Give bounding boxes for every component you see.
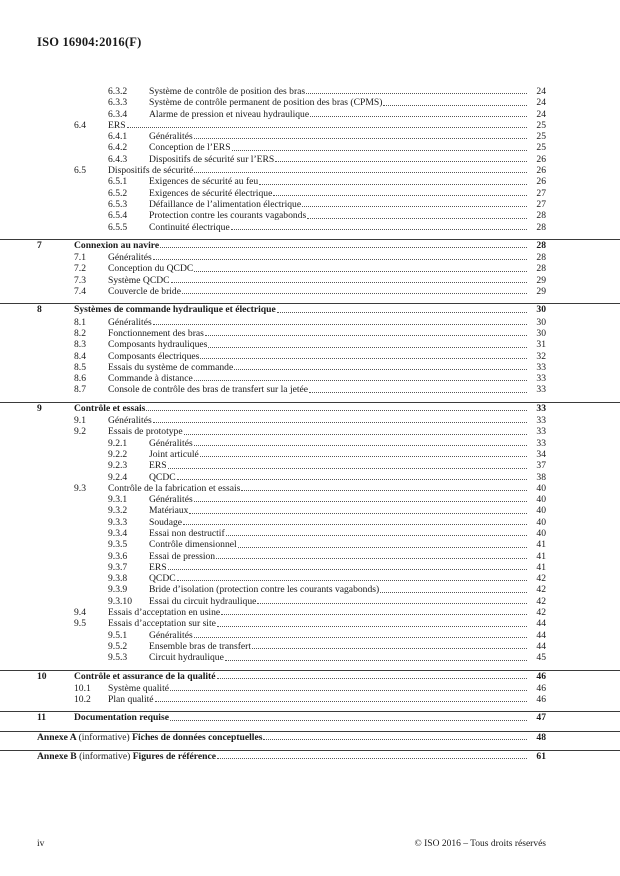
toc-entry[interactable]: [0, 415, 620, 426]
toc-entry-number: 9: [37, 402, 42, 414]
toc-entry[interactable]: [0, 239, 620, 252]
toc-entry-page: 40: [536, 505, 546, 517]
toc-entry-title: Essai de pression: [149, 550, 216, 562]
toc-entry-title: Continuité électrique: [149, 221, 230, 233]
toc-entry-page: 34: [536, 448, 546, 460]
toc-entry-number: 7.1: [74, 252, 86, 264]
toc-entry-title: Essai non destructif: [149, 527, 225, 539]
toc-entry-title: Connexion au navire: [74, 239, 160, 251]
toc-entry-number: 6.5.1: [108, 176, 128, 188]
toc-entry-title: Exigences de sécurité électrique: [149, 187, 273, 199]
toc-entry-title: Généralités: [108, 316, 152, 328]
toc-entry-page: 31: [536, 339, 546, 351]
dot-leader: [259, 183, 527, 185]
dot-leader: [177, 478, 527, 480]
dot-leader: [194, 270, 527, 272]
dot-leader: [309, 391, 527, 393]
toc-entry-number: 9.5.2: [108, 640, 128, 652]
toc-entry-page: 42: [536, 584, 546, 596]
toc-entry-page: 42: [536, 573, 546, 585]
toc-entry-number: 6.4.2: [108, 142, 128, 154]
toc-entry[interactable]: [0, 472, 620, 483]
annex-informative-tag: (informative): [79, 751, 131, 763]
toc-entry[interactable]: [0, 176, 620, 187]
toc-entry-number: 9.2.3: [108, 460, 128, 472]
toc-entry-number: 6.5.3: [108, 198, 128, 210]
toc-entry-number: 10.2: [74, 694, 91, 706]
toc-entry-title: Couvercle de bride: [108, 286, 181, 298]
toc-entry-page: 42: [536, 607, 546, 619]
dot-leader: [383, 104, 527, 106]
toc-entry-title: Soudage: [149, 516, 183, 528]
toc-entry-page: 41: [536, 550, 546, 562]
dot-leader: [189, 512, 527, 514]
toc-entry-title: Protection contre les courants vagabonds: [149, 210, 307, 222]
toc-entry-number: 9.2.1: [108, 437, 128, 449]
toc-entry-title: Généralités: [108, 415, 152, 427]
dot-leader: [168, 467, 527, 469]
toc-entry-title: Conception du QCDC: [108, 263, 194, 275]
toc-entry-title: Systèmes de commande hydraulique et électrique: [74, 304, 276, 316]
toc-entry-page: 26: [536, 153, 546, 165]
dot-leader: [168, 568, 527, 570]
dot-leader: [183, 523, 527, 525]
toc-entry[interactable]: [0, 449, 620, 460]
toc-entry-number: 9.3.9: [108, 584, 128, 596]
toc-entry-title: QCDC: [149, 573, 176, 585]
dot-leader: [208, 346, 527, 348]
toc-entry-page: 46: [536, 694, 546, 706]
dot-leader: [217, 757, 527, 759]
dot-leader: [153, 323, 527, 325]
dot-leader: [200, 455, 527, 457]
toc-entry-title: Système de contrôle permanent de position des bras (CPMS): [149, 97, 383, 109]
toc-entry-number: 6.3.4: [108, 108, 128, 120]
toc-entry-page: 33: [536, 402, 546, 414]
toc-entry-number: 7.2: [74, 263, 86, 275]
toc-entry-number: 9.2.4: [108, 471, 128, 483]
toc-entry-page: 61: [536, 751, 546, 763]
dot-leader: [194, 500, 527, 502]
toc-entry-number: 8: [37, 304, 42, 316]
toc-entry-title: Généralités: [108, 252, 152, 264]
annex-label: Annexe B: [37, 751, 77, 763]
toc-entry-number: 8.1: [74, 316, 86, 328]
toc-entry[interactable]: [0, 120, 620, 131]
toc-entry-number: 9.2: [74, 426, 86, 438]
toc-entry-page: 40: [536, 482, 546, 494]
toc-entry[interactable]: [0, 539, 620, 550]
toc-entry-page: 33: [536, 373, 546, 385]
toc-entry-number: 8.4: [74, 350, 86, 362]
toc-entry-page: 48: [536, 731, 546, 743]
dot-leader: [241, 489, 527, 491]
toc-entry-title: ERS: [108, 119, 126, 131]
dot-leader: [171, 281, 527, 283]
toc-entry-number: 8.5: [74, 361, 86, 373]
toc-entry-title: Généralités: [149, 629, 193, 641]
toc-entry-number: 9.3.10: [108, 595, 132, 607]
dot-leader: [257, 602, 527, 604]
toc-entry-title: Documentation requise: [74, 712, 169, 724]
toc-entry[interactable]: [0, 317, 620, 328]
toc-entry-page: 29: [536, 274, 546, 286]
toc-entry-page: 44: [536, 640, 546, 652]
toc-entry-page: 27: [536, 198, 546, 210]
toc-entry-page: 33: [536, 361, 546, 373]
toc-entry-page: 32: [536, 350, 546, 362]
dot-leader: [146, 409, 527, 411]
toc-entry-title: Contrôle et assurance de la qualité: [74, 670, 216, 682]
toc-entry[interactable]: [0, 188, 620, 199]
dot-leader: [225, 659, 527, 661]
toc-entry[interactable]: [0, 652, 620, 663]
toc-entry-number: 9.3.6: [108, 550, 128, 562]
toc-entry-title: ERS: [149, 460, 167, 472]
toc-entry[interactable]: [0, 517, 620, 528]
annex-informative-tag: (informative): [78, 731, 130, 743]
toc-entry-title: Système QCDC: [108, 274, 170, 286]
toc-entry-page: 33: [536, 415, 546, 427]
table-of-contents: [0, 86, 620, 763]
toc-entry-number: 6.5.2: [108, 187, 128, 199]
toc-entry-title: Contrôle de la fabrication et essais: [108, 482, 241, 494]
toc-entry-title: Composants hydrauliques: [108, 339, 208, 351]
toc-entry-title: Composants électriques: [108, 350, 200, 362]
toc-entry[interactable]: [0, 494, 620, 505]
toc-entry-number: 11: [37, 712, 47, 724]
toc-entry-number: 8.7: [74, 384, 86, 396]
toc-entry[interactable]: [0, 303, 620, 316]
toc-entry[interactable]: [0, 286, 620, 297]
toc-entry-title: Généralités: [149, 131, 193, 143]
toc-entry-page: 28: [536, 210, 546, 222]
toc-entry-page: 41: [536, 539, 546, 551]
toc-entry-page: 37: [536, 460, 546, 472]
toc-entry-page: 30: [536, 327, 546, 339]
toc-entry-page: 33: [536, 437, 546, 449]
dot-leader: [238, 546, 527, 548]
toc-entry-title: Essai du circuit hydraulique: [149, 595, 257, 607]
toc-entry-page: 26: [536, 176, 546, 188]
toc-entry-page: 40: [536, 527, 546, 539]
toc-entry-number: 9.3.4: [108, 527, 128, 539]
toc-entry[interactable]: [0, 328, 620, 339]
toc-entry-title: Fonctionnement des bras: [108, 327, 204, 339]
toc-entry-title: Contrôle et essais: [74, 402, 146, 414]
dot-leader: [273, 194, 527, 196]
toc-entry-page: 29: [536, 286, 546, 298]
dot-leader: [221, 613, 527, 615]
toc-entry-number: 9.3.7: [108, 561, 128, 573]
toc-entry[interactable]: [0, 275, 620, 286]
toc-entry-page: 25: [536, 119, 546, 131]
dot-leader: [184, 433, 527, 435]
toc-entry-title: Essais d’acceptation en usine: [108, 607, 221, 619]
dot-leader: [153, 421, 527, 423]
toc-entry-title: Essais de prototype: [108, 426, 183, 438]
toc-entry-title: Console de contrôle des bras de transfert sur la jetée: [108, 384, 309, 396]
toc-entry-number: 6.4.1: [108, 131, 128, 143]
toc-entry[interactable]: [0, 562, 620, 573]
toc-entry-number: 7.4: [74, 286, 86, 298]
toc-entry-title: ERS: [149, 561, 167, 573]
toc-entry-page: 28: [536, 263, 546, 275]
toc-entry[interactable]: [0, 339, 620, 350]
toc-entry[interactable]: [0, 263, 620, 274]
toc-entry-title: Joint articulé: [149, 448, 199, 460]
dot-leader: [252, 647, 527, 649]
dot-leader: [302, 205, 527, 207]
toc-entry-title: Défaillance de l’alimentation électrique: [149, 198, 302, 210]
toc-entry-number: 10.1: [74, 682, 91, 694]
dot-leader: [275, 160, 527, 162]
toc-entry-number: 9.3.2: [108, 505, 128, 517]
dot-leader: [194, 137, 527, 139]
toc-entry[interactable]: [0, 384, 620, 395]
toc-entry-title: Bride d’isolation (protection contre les courants vagabonds): [149, 584, 380, 596]
toc-entry-number: 9.5.1: [108, 629, 128, 641]
toc-entry[interactable]: [0, 438, 620, 449]
toc-entry-page: 46: [536, 670, 546, 682]
toc-entry-number: 9.5: [74, 618, 86, 630]
toc-entry-page: 44: [536, 618, 546, 630]
toc-entry-title: Matériaux: [149, 505, 189, 517]
toc-entry[interactable]: [0, 618, 620, 629]
dot-leader: [231, 228, 527, 230]
toc-entry-number: 6.5.4: [108, 210, 128, 222]
toc-entry-number: 8.3: [74, 339, 86, 351]
toc-entry-page: 44: [536, 629, 546, 641]
toc-entry-title: Conception de l’ERS: [149, 142, 231, 154]
dot-leader: [194, 636, 527, 638]
dot-leader: [205, 334, 527, 336]
toc-entry[interactable]: [0, 252, 620, 263]
toc-entry[interactable]: [0, 573, 620, 584]
toc-entry-number: 6.4: [74, 119, 86, 131]
toc-entry-number: 7.3: [74, 274, 86, 286]
dot-leader: [127, 126, 527, 128]
toc-entry-page: 41: [536, 561, 546, 573]
toc-entry[interactable]: [0, 528, 620, 539]
toc-entry-page: 47: [536, 712, 546, 724]
toc-entry[interactable]: [0, 142, 620, 153]
dot-leader: [177, 579, 527, 581]
toc-entry[interactable]: [0, 362, 620, 373]
toc-entry-title: Essais d’acceptation sur site: [108, 618, 216, 630]
dot-leader: [170, 689, 527, 691]
toc-entry[interactable]: [0, 607, 620, 618]
toc-annex-entry[interactable]: [0, 731, 620, 744]
dot-leader: [216, 557, 527, 559]
toc-entry-page: 40: [536, 494, 546, 506]
toc-entry-title: Figures de référence: [132, 751, 216, 763]
toc-entry[interactable]: [0, 641, 620, 652]
toc-entry-page: 33: [536, 384, 546, 396]
toc-entry[interactable]: [0, 131, 620, 142]
page-number-roman: iv: [37, 839, 45, 849]
dot-leader: [217, 677, 528, 679]
dot-leader: [170, 719, 527, 721]
toc-entry[interactable]: [0, 551, 620, 562]
toc-entry-number: 6.3.2: [108, 86, 128, 97]
toc-entry-title: Exigences de sécurité au feu: [149, 176, 259, 188]
toc-annex-entry[interactable]: [0, 750, 620, 763]
toc-entry-title: Commande à distance: [108, 373, 193, 385]
dot-leader: [200, 357, 527, 359]
toc-entry-number: 9.3.3: [108, 516, 128, 528]
dot-leader: [217, 625, 527, 627]
toc-entry[interactable]: [0, 210, 620, 221]
dot-leader: [306, 92, 527, 94]
toc-entry-page: 40: [536, 516, 546, 528]
toc-entry-page: 33: [536, 426, 546, 438]
toc-entry-title: Plan qualité: [108, 694, 154, 706]
dot-leader: [310, 115, 527, 117]
toc-entry-page: 42: [536, 595, 546, 607]
toc-entry-number: 9.5.3: [108, 652, 128, 664]
toc-entry[interactable]: [0, 373, 620, 384]
toc-entry-number: 6.4.3: [108, 153, 128, 165]
dot-leader: [226, 534, 527, 536]
toc-entry[interactable]: [0, 711, 620, 724]
toc-entry-page: 25: [536, 142, 546, 154]
toc-entry-title: Généralités: [149, 494, 193, 506]
dot-leader: [155, 700, 527, 702]
toc-entry-title: Circuit hydraulique: [149, 652, 224, 664]
toc-entry[interactable]: [0, 351, 620, 362]
toc-entry-page: 26: [536, 165, 546, 177]
dot-leader: [182, 292, 527, 294]
toc-entry-title: Alarme de pression et niveau hydraulique: [149, 108, 310, 120]
toc-entry-title: Dispositifs de sécurité sur l’ERS: [149, 153, 275, 165]
toc-entry-number: 9.3.5: [108, 539, 128, 551]
toc-entry-title: Généralités: [149, 437, 193, 449]
toc-entry[interactable]: [0, 683, 620, 694]
toc-entry-page: 46: [536, 682, 546, 694]
toc-entry[interactable]: [0, 222, 620, 233]
toc-entry-number: 9.3.1: [108, 494, 128, 506]
toc-entry-page: 30: [536, 304, 546, 316]
toc-entry[interactable]: [0, 694, 620, 705]
toc-entry-page: 25: [536, 131, 546, 143]
toc-entry-number: 9.3: [74, 482, 86, 494]
toc-entry-page: 24: [536, 108, 546, 120]
dot-leader: [194, 171, 527, 173]
toc-entry-title: Essais du système de commande: [108, 361, 234, 373]
toc-entry-title: Contrôle dimensionnel: [149, 539, 237, 551]
dot-leader: [194, 379, 527, 381]
toc-entry-page: 28: [536, 239, 546, 251]
toc-entry-number: 9.2.2: [108, 448, 128, 460]
toc-entry[interactable]: [0, 97, 620, 108]
toc-entry[interactable]: [0, 630, 620, 641]
toc-entry-number: 10: [37, 670, 47, 682]
dot-leader: [153, 258, 527, 260]
toc-entry[interactable]: [0, 505, 620, 516]
toc-entry[interactable]: [0, 584, 620, 595]
toc-entry-number: 7: [37, 239, 42, 251]
toc-entry-title: Système de contrôle de position des bras: [149, 86, 306, 97]
toc-entry-number: 9.3.8: [108, 573, 128, 585]
toc-entry-number: 6.5: [74, 165, 86, 177]
toc-entry-page: 24: [536, 86, 546, 97]
dot-leader: [263, 738, 527, 740]
toc-entry-number: 8.2: [74, 327, 86, 339]
toc-entry-number: 9.1: [74, 415, 86, 427]
toc-entry-number: 8.6: [74, 373, 86, 385]
toc-entry-title: Ensemble bras de transfert: [149, 640, 252, 652]
toc-entry-number: 9.4: [74, 607, 86, 619]
copyright-notice: © ISO 2016 – Tous droits réservés: [414, 839, 546, 849]
toc-entry-page: 45: [536, 652, 546, 664]
dot-leader: [232, 149, 527, 151]
document-id: ISO 16904:2016(F): [37, 35, 142, 49]
toc-entry[interactable]: [0, 165, 620, 176]
toc-entry[interactable]: [0, 670, 620, 683]
toc-entry-page: 30: [536, 316, 546, 328]
toc-entry-title: Dispositifs de sécurité: [108, 165, 194, 177]
toc-entry[interactable]: [0, 109, 620, 120]
toc-entry-title: Fiches de données conceptuelles: [132, 731, 263, 743]
toc-entry-page: 27: [536, 187, 546, 199]
toc-entry-page: 24: [536, 97, 546, 109]
toc-entry-page: 28: [536, 221, 546, 233]
dot-leader: [277, 311, 527, 313]
dot-leader: [380, 591, 527, 593]
toc-entry[interactable]: [0, 426, 620, 437]
toc-entry-page: 38: [536, 471, 546, 483]
toc-entry[interactable]: [0, 402, 620, 415]
toc-entry[interactable]: [0, 86, 620, 97]
toc-entry[interactable]: [0, 483, 620, 494]
toc-entry[interactable]: [0, 154, 620, 165]
annex-label: Annexe A: [37, 731, 77, 743]
toc-entry-number: 6.3.3: [108, 97, 128, 109]
toc-entry-title: QCDC: [149, 471, 176, 483]
dot-leader: [160, 246, 527, 248]
dot-leader: [307, 217, 527, 219]
dot-leader: [194, 444, 527, 446]
toc-entry-title: Système qualité: [108, 682, 170, 694]
toc-entry[interactable]: [0, 199, 620, 210]
toc-entry-page: 28: [536, 252, 546, 264]
dot-leader: [234, 368, 527, 370]
toc-entry-number: 6.5.5: [108, 221, 128, 233]
toc-entry[interactable]: [0, 596, 620, 607]
toc-entry[interactable]: [0, 460, 620, 471]
